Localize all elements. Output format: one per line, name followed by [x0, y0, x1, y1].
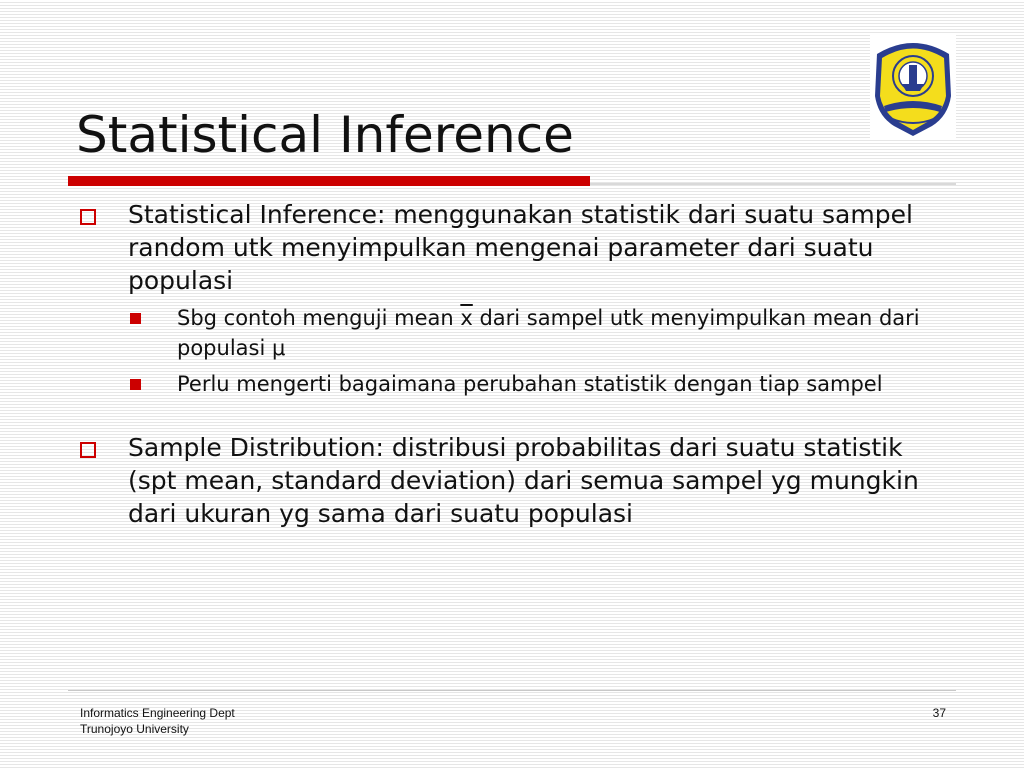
bullet-sample-distribution: [76, 431, 956, 530]
footer-dept: Informatics Engineering Dept: [80, 706, 235, 720]
footer-institution: [80, 705, 235, 737]
slide-number: 37: [932, 706, 946, 720]
subbullet-test-mean: [76, 303, 956, 363]
bullet-statistical-inference: [76, 198, 956, 297]
filled-square-icon: [130, 379, 141, 390]
slide-title: Statistical Inference: [76, 106, 574, 164]
x-bar-symbol: $\overline{x}$: [460, 306, 473, 330]
subbullet-text-before: Sbg contoh menguji mean: [177, 306, 461, 330]
bullet-text: Sample Distribution: distribusi probabilitas dari suatu statistik (spt mean, standard deviation) dari semua sampel yg mungkin dari ukuran yg sama dari suatu populasi: [128, 433, 919, 528]
filled-square-icon: [130, 313, 141, 324]
title-underline-red: [68, 176, 590, 186]
hollow-square-icon: [80, 209, 96, 225]
footer-university: Trunojoyo University: [80, 722, 189, 736]
title-underline-gray: [590, 183, 956, 185]
subbullet-text: Perlu mengerti bagaimana perubahan statistik dengan tiap sampel: [177, 372, 883, 396]
subbullet-understand-change: [76, 369, 956, 399]
slide-content: [76, 198, 956, 530]
bullet-text: Statistical Inference: menggunakan statistik dari suatu sampel random utk menyimpulkan mengenai parameter dari suatu populasi: [128, 200, 913, 295]
university-seal-icon: [870, 34, 956, 138]
footer-divider: [68, 690, 956, 691]
subbullet-text-after: dari sampel utk menyimpulkan mean dari populasi μ: [177, 306, 920, 360]
hollow-square-icon: [80, 442, 96, 458]
